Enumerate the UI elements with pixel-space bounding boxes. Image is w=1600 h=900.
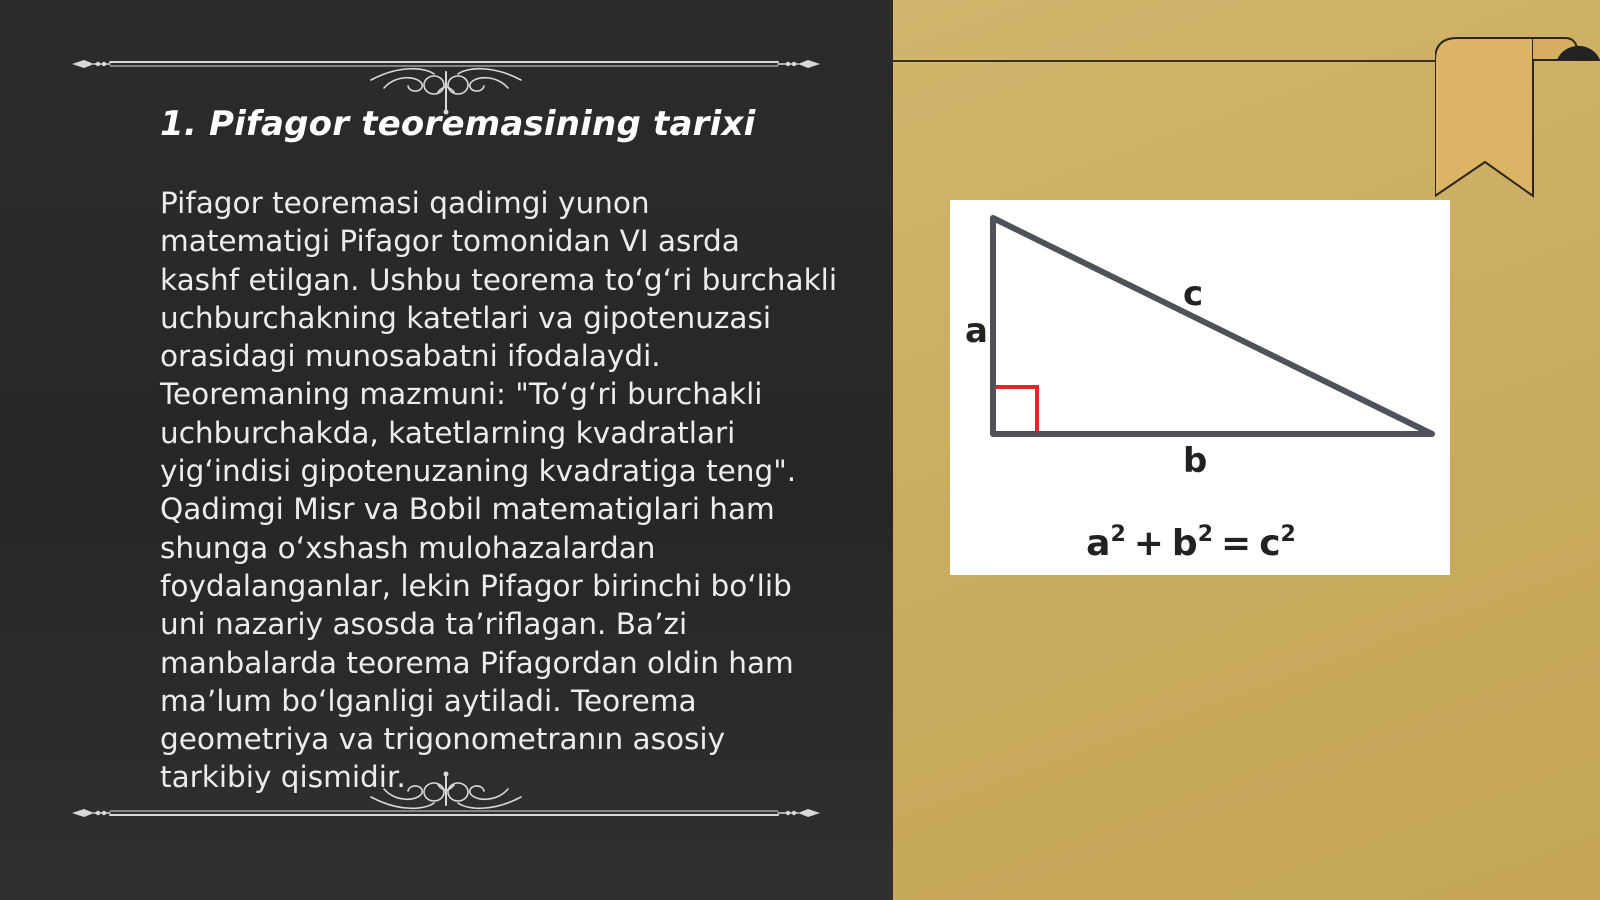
panel-divider-line	[893, 60, 1445, 62]
slide-title: 1. Pifagor teoremasining tarixi	[160, 104, 756, 144]
bookmark-ribbon-icon	[1435, 36, 1600, 198]
pythagorean-formula: $a^2 + b^2 = c^2$	[1086, 522, 1296, 564]
right-triangle-figure	[950, 200, 1450, 575]
ornament-divider-bottom	[66, 770, 826, 840]
pythagoras-diagram	[950, 200, 1450, 575]
right-triangle	[993, 218, 1432, 434]
side-label-a: a	[965, 311, 988, 351]
slide-paragraph: Pifagor teoremasi qadimgi yunon matematigi Pifagor tomonidan VI asrda kashf etilgan. Ushbu teorema to‘g‘ri burchakli uchburchakning katetlari va gipotenuzasi orasidagi munosabatni ifodalaydi. Teoremaning mazmuni: "To‘g‘ri burchakli uchburchakda, katetlarning kvadratlari yig‘indisi gipotenuzaning kvadratiga teng". Qadimgi Misr va Bobil matematiglari ham shunga o‘xshash mulohazalardan foydalanganlar, lekin Pifagor birinchi bo‘lib uni nazariy asosda ta’riflagan. Ba’zi manbalarda teorema Pifagordan oldin ham ma’lum bo‘lganligi aytiladi. Teorema geometriya va trigonometrаnın asosiy tarkibiy qismidir.	[160, 186, 838, 795]
right-angle-mark	[995, 387, 1037, 431]
side-label-c: c	[1183, 274, 1204, 314]
side-label-b: b	[1183, 441, 1208, 481]
